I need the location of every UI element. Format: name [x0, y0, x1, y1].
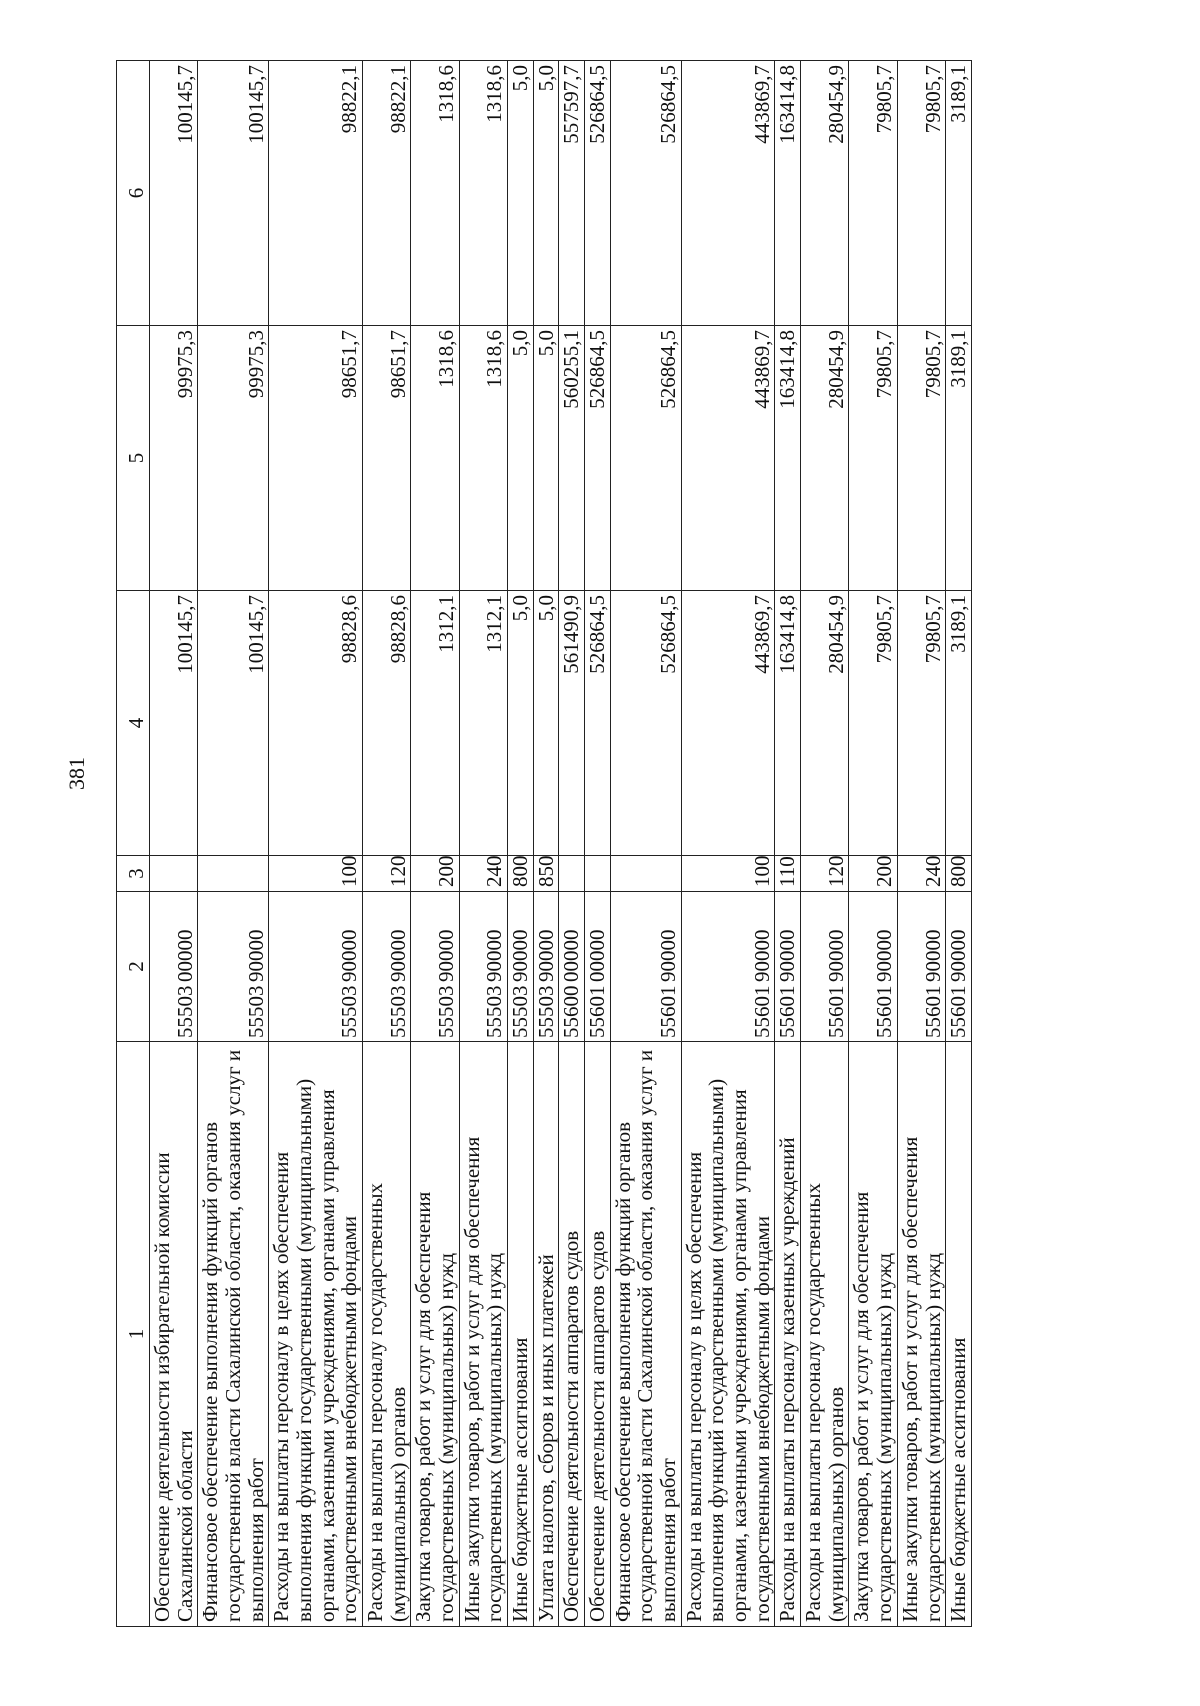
table-row: [533, 61, 559, 1627]
row-name: Расходы на выплаты персоналу казенных учреждений: [775, 1042, 801, 1627]
table-row: [459, 61, 507, 1627]
row-code-part-b: 90000: [482, 929, 507, 982]
row-value-col4: 79805,7: [897, 591, 945, 856]
row-code-part-a: 55601: [920, 985, 945, 1038]
row-value-col6: 5,0: [533, 61, 559, 326]
table-row: [508, 61, 534, 1627]
row-code-part-b: 00000: [559, 929, 584, 982]
column-header-6: 6: [117, 61, 150, 326]
row-name: Обеспечение деятельности аппаратов судов: [585, 1042, 611, 1627]
row-value-col6: 5,0: [508, 61, 534, 326]
row-code-part-b: 90000: [243, 929, 268, 982]
column-header-3: 3: [117, 856, 150, 892]
page-number: 381: [64, 757, 89, 790]
budget-table: [116, 60, 972, 1627]
row-code-part-b: 90000: [775, 929, 800, 982]
row-value-col6: 1318,6: [411, 61, 459, 326]
row-expense-type: 100: [681, 856, 775, 892]
row-value-col6: 526864,5: [585, 61, 611, 326]
row-value-col6: 98822,1: [269, 61, 363, 326]
row-value-col5: 1318,6: [411, 326, 459, 591]
row-expense-type: [198, 856, 269, 892]
row-name: Обеспечение деятельности избирательной комиссии Сахалинской области: [150, 1042, 198, 1627]
row-code-part-b: 90000: [749, 929, 774, 982]
row-value-col4: 100145,7: [198, 591, 269, 856]
row-code: [681, 892, 775, 1042]
table-row: [585, 61, 611, 1627]
row-value-col6: 526864,5: [610, 61, 681, 326]
row-name: Обеспечение деятельности аппаратов судов: [559, 1042, 585, 1627]
row-value-col5: 98651,7: [269, 326, 363, 591]
row-value-col6: 98822,1: [363, 61, 411, 326]
row-expense-type: [610, 856, 681, 892]
row-code-part-a: 55503: [508, 985, 533, 1038]
row-value-col5: 443869,7: [681, 326, 775, 591]
row-expense-type: 240: [459, 856, 507, 892]
row-value-col6: 557597,7: [559, 61, 585, 326]
row-value-col5: 5,0: [508, 326, 534, 591]
row-expense-type: [585, 856, 611, 892]
row-value-col5: 3189,1: [946, 326, 972, 591]
row-expense-type: [559, 856, 585, 892]
row-value-col6: 79805,7: [849, 61, 897, 326]
row-value-col4: 280454,9: [801, 591, 849, 856]
row-value-col5: 1318,6: [459, 326, 507, 591]
row-name: Расходы на выплаты персоналу в целях обеспечения выполнения функций государственными (муниципальными) органами, казенными учреждениями, органами управления государственными внебюджетными фондами: [269, 1042, 363, 1627]
row-code: [946, 892, 972, 1042]
row-value-col4: 526864,5: [585, 591, 611, 856]
row-value-col4: 100145,7: [150, 591, 198, 856]
row-value-col5: 79805,7: [897, 326, 945, 591]
table-row: [849, 61, 897, 1627]
table-row: [610, 61, 681, 1627]
row-value-col6: 79805,7: [897, 61, 945, 326]
row-value-col5: 163414,8: [775, 326, 801, 591]
row-code-part-b: 00000: [172, 929, 197, 982]
row-expense-type: 800: [508, 856, 534, 892]
row-code-part-a: 55601: [749, 985, 774, 1038]
row-value-col4: 561490,9: [559, 591, 585, 856]
table-body: [150, 61, 972, 1627]
row-name: Закупка товаров, работ и услуг для обеспечения государственных (муниципальных) нужд: [849, 1042, 897, 1627]
row-code-part-b: 00000: [585, 929, 610, 982]
row-code: [150, 892, 198, 1042]
row-value-col4: 526864,5: [610, 591, 681, 856]
row-value-col6: 280454,9: [801, 61, 849, 326]
row-value-col4: 1312,1: [411, 591, 459, 856]
row-name: Иные бюджетные ассигнования: [946, 1042, 972, 1627]
row-code: [508, 892, 534, 1042]
row-value-col4: 163414,8: [775, 591, 801, 856]
row-code: [411, 892, 459, 1042]
row-code: [585, 892, 611, 1042]
column-header-2: 2: [117, 892, 150, 1042]
row-code-part-a: 55601: [823, 985, 848, 1038]
table-row: [801, 61, 849, 1627]
row-code: [849, 892, 897, 1042]
row-expense-type: 120: [363, 856, 411, 892]
row-value-col4: 5,0: [508, 591, 534, 856]
table-row: [411, 61, 459, 1627]
row-name: Закупка товаров, работ и услуг для обеспечения государственных (муниципальных) нужд: [411, 1042, 459, 1627]
row-value-col5: 98651,7: [363, 326, 411, 591]
row-code: [459, 892, 507, 1042]
row-value-col6: 100145,7: [198, 61, 269, 326]
row-value-col6: 1318,6: [459, 61, 507, 326]
row-code: [775, 892, 801, 1042]
row-code-part-b: 90000: [337, 929, 362, 982]
table-row: [775, 61, 801, 1627]
table-row: [897, 61, 945, 1627]
table-row: [363, 61, 411, 1627]
row-value-col5: 280454,9: [801, 326, 849, 591]
row-code-part-b: 90000: [920, 929, 945, 982]
row-code-part-a: 55503: [172, 985, 197, 1038]
row-code-part-a: 55600: [559, 985, 584, 1038]
table-row: [946, 61, 972, 1627]
row-value-col4: 443869,7: [681, 591, 775, 856]
row-expense-type: 200: [411, 856, 459, 892]
table-row: [198, 61, 269, 1627]
table-row: [150, 61, 198, 1627]
row-name: Иные закупки товаров, работ и услуг для обеспечения государственных (муниципальных) нужд: [459, 1042, 507, 1627]
row-code-part-a: 55601: [872, 985, 897, 1038]
row-code-part-a: 55503: [243, 985, 268, 1038]
row-value-col6: 443869,7: [681, 61, 775, 326]
row-name: Расходы на выплаты персоналу государственных (муниципальных) органов: [801, 1042, 849, 1627]
row-code: [801, 892, 849, 1042]
row-value-col5: 5,0: [533, 326, 559, 591]
table-row: [681, 61, 775, 1627]
row-value-col5: 99975,3: [198, 326, 269, 591]
row-expense-type: 120: [801, 856, 849, 892]
table-row: [559, 61, 585, 1627]
row-value-col5: 526864,5: [610, 326, 681, 591]
row-expense-type: 850: [533, 856, 559, 892]
row-code: [363, 892, 411, 1042]
row-code-part-b: 90000: [656, 929, 681, 982]
row-expense-type: [150, 856, 198, 892]
row-expense-type: 200: [849, 856, 897, 892]
row-code-part-a: 55503: [385, 985, 410, 1038]
row-code-part-b: 90000: [385, 929, 410, 982]
row-value-col4: 5,0: [533, 591, 559, 856]
row-code-part-a: 55503: [533, 985, 558, 1038]
row-expense-type: 110: [775, 856, 801, 892]
row-name: Иные закупки товаров, работ и услуг для обеспечения государственных (муниципальных) нужд: [897, 1042, 945, 1627]
row-value-col5: 526864,5: [585, 326, 611, 591]
row-code-part-a: 55601: [775, 985, 800, 1038]
row-code-part-a: 55601: [946, 985, 971, 1038]
row-code: [559, 892, 585, 1042]
table-row: [269, 61, 363, 1627]
row-code-part-b: 90000: [823, 929, 848, 982]
row-code: [269, 892, 363, 1042]
row-name: Финансовое обеспечение выполнения функций органов государственной власти Сахалинской области, оказания услуг и выполнения работ: [610, 1042, 681, 1627]
row-code-part-b: 90000: [872, 929, 897, 982]
column-header-4: 4: [117, 591, 150, 856]
row-name: Расходы на выплаты персоналу в целях обеспечения выполнения функций государственными (муниципальными) органами, казенными учреждениями, органами управления государственными внебюджетными фондами: [681, 1042, 775, 1627]
row-value-col4: 98828,6: [363, 591, 411, 856]
row-value-col5: 99975,3: [150, 326, 198, 591]
row-name: Расходы на выплаты персоналу государственных (муниципальных) органов: [363, 1042, 411, 1627]
row-code: [610, 892, 681, 1042]
row-value-col6: 100145,7: [150, 61, 198, 326]
column-header-1: 1: [117, 1042, 150, 1627]
row-code-part-a: 55601: [585, 985, 610, 1038]
row-value-col5: 79805,7: [849, 326, 897, 591]
budget-table-container: [116, 62, 972, 1627]
row-expense-type: 100: [269, 856, 363, 892]
column-header-5: 5: [117, 326, 150, 591]
row-value-col6: 3189,1: [946, 61, 972, 326]
row-code: [198, 892, 269, 1042]
row-expense-type: 240: [897, 856, 945, 892]
row-code-part-b: 90000: [946, 929, 971, 982]
row-code-part-b: 90000: [434, 929, 459, 982]
row-code-part-b: 90000: [508, 929, 533, 982]
row-code-part-a: 55503: [434, 985, 459, 1038]
row-name: Финансовое обеспечение выполнения функций органов государственной власти Сахалинской области, оказания услуг и выполнения работ: [198, 1042, 269, 1627]
row-name: Иные бюджетные ассигнования: [508, 1042, 534, 1627]
row-code-part-b: 90000: [533, 929, 558, 982]
row-value-col4: 3189,1: [946, 591, 972, 856]
row-value-col4: 1312,1: [459, 591, 507, 856]
row-code: [897, 892, 945, 1042]
table-header-row: [117, 61, 150, 1627]
row-value-col4: 79805,7: [849, 591, 897, 856]
row-code: [533, 892, 559, 1042]
row-value-col4: 98828,6: [269, 591, 363, 856]
row-code-part-a: 55503: [482, 985, 507, 1038]
row-code-part-a: 55503: [337, 985, 362, 1038]
row-code-part-a: 55601: [656, 985, 681, 1038]
row-value-col6: 163414,8: [775, 61, 801, 326]
row-expense-type: 800: [946, 856, 972, 892]
row-name: Уплата налогов, сборов и иных платежей: [533, 1042, 559, 1627]
row-value-col5: 560255,1: [559, 326, 585, 591]
